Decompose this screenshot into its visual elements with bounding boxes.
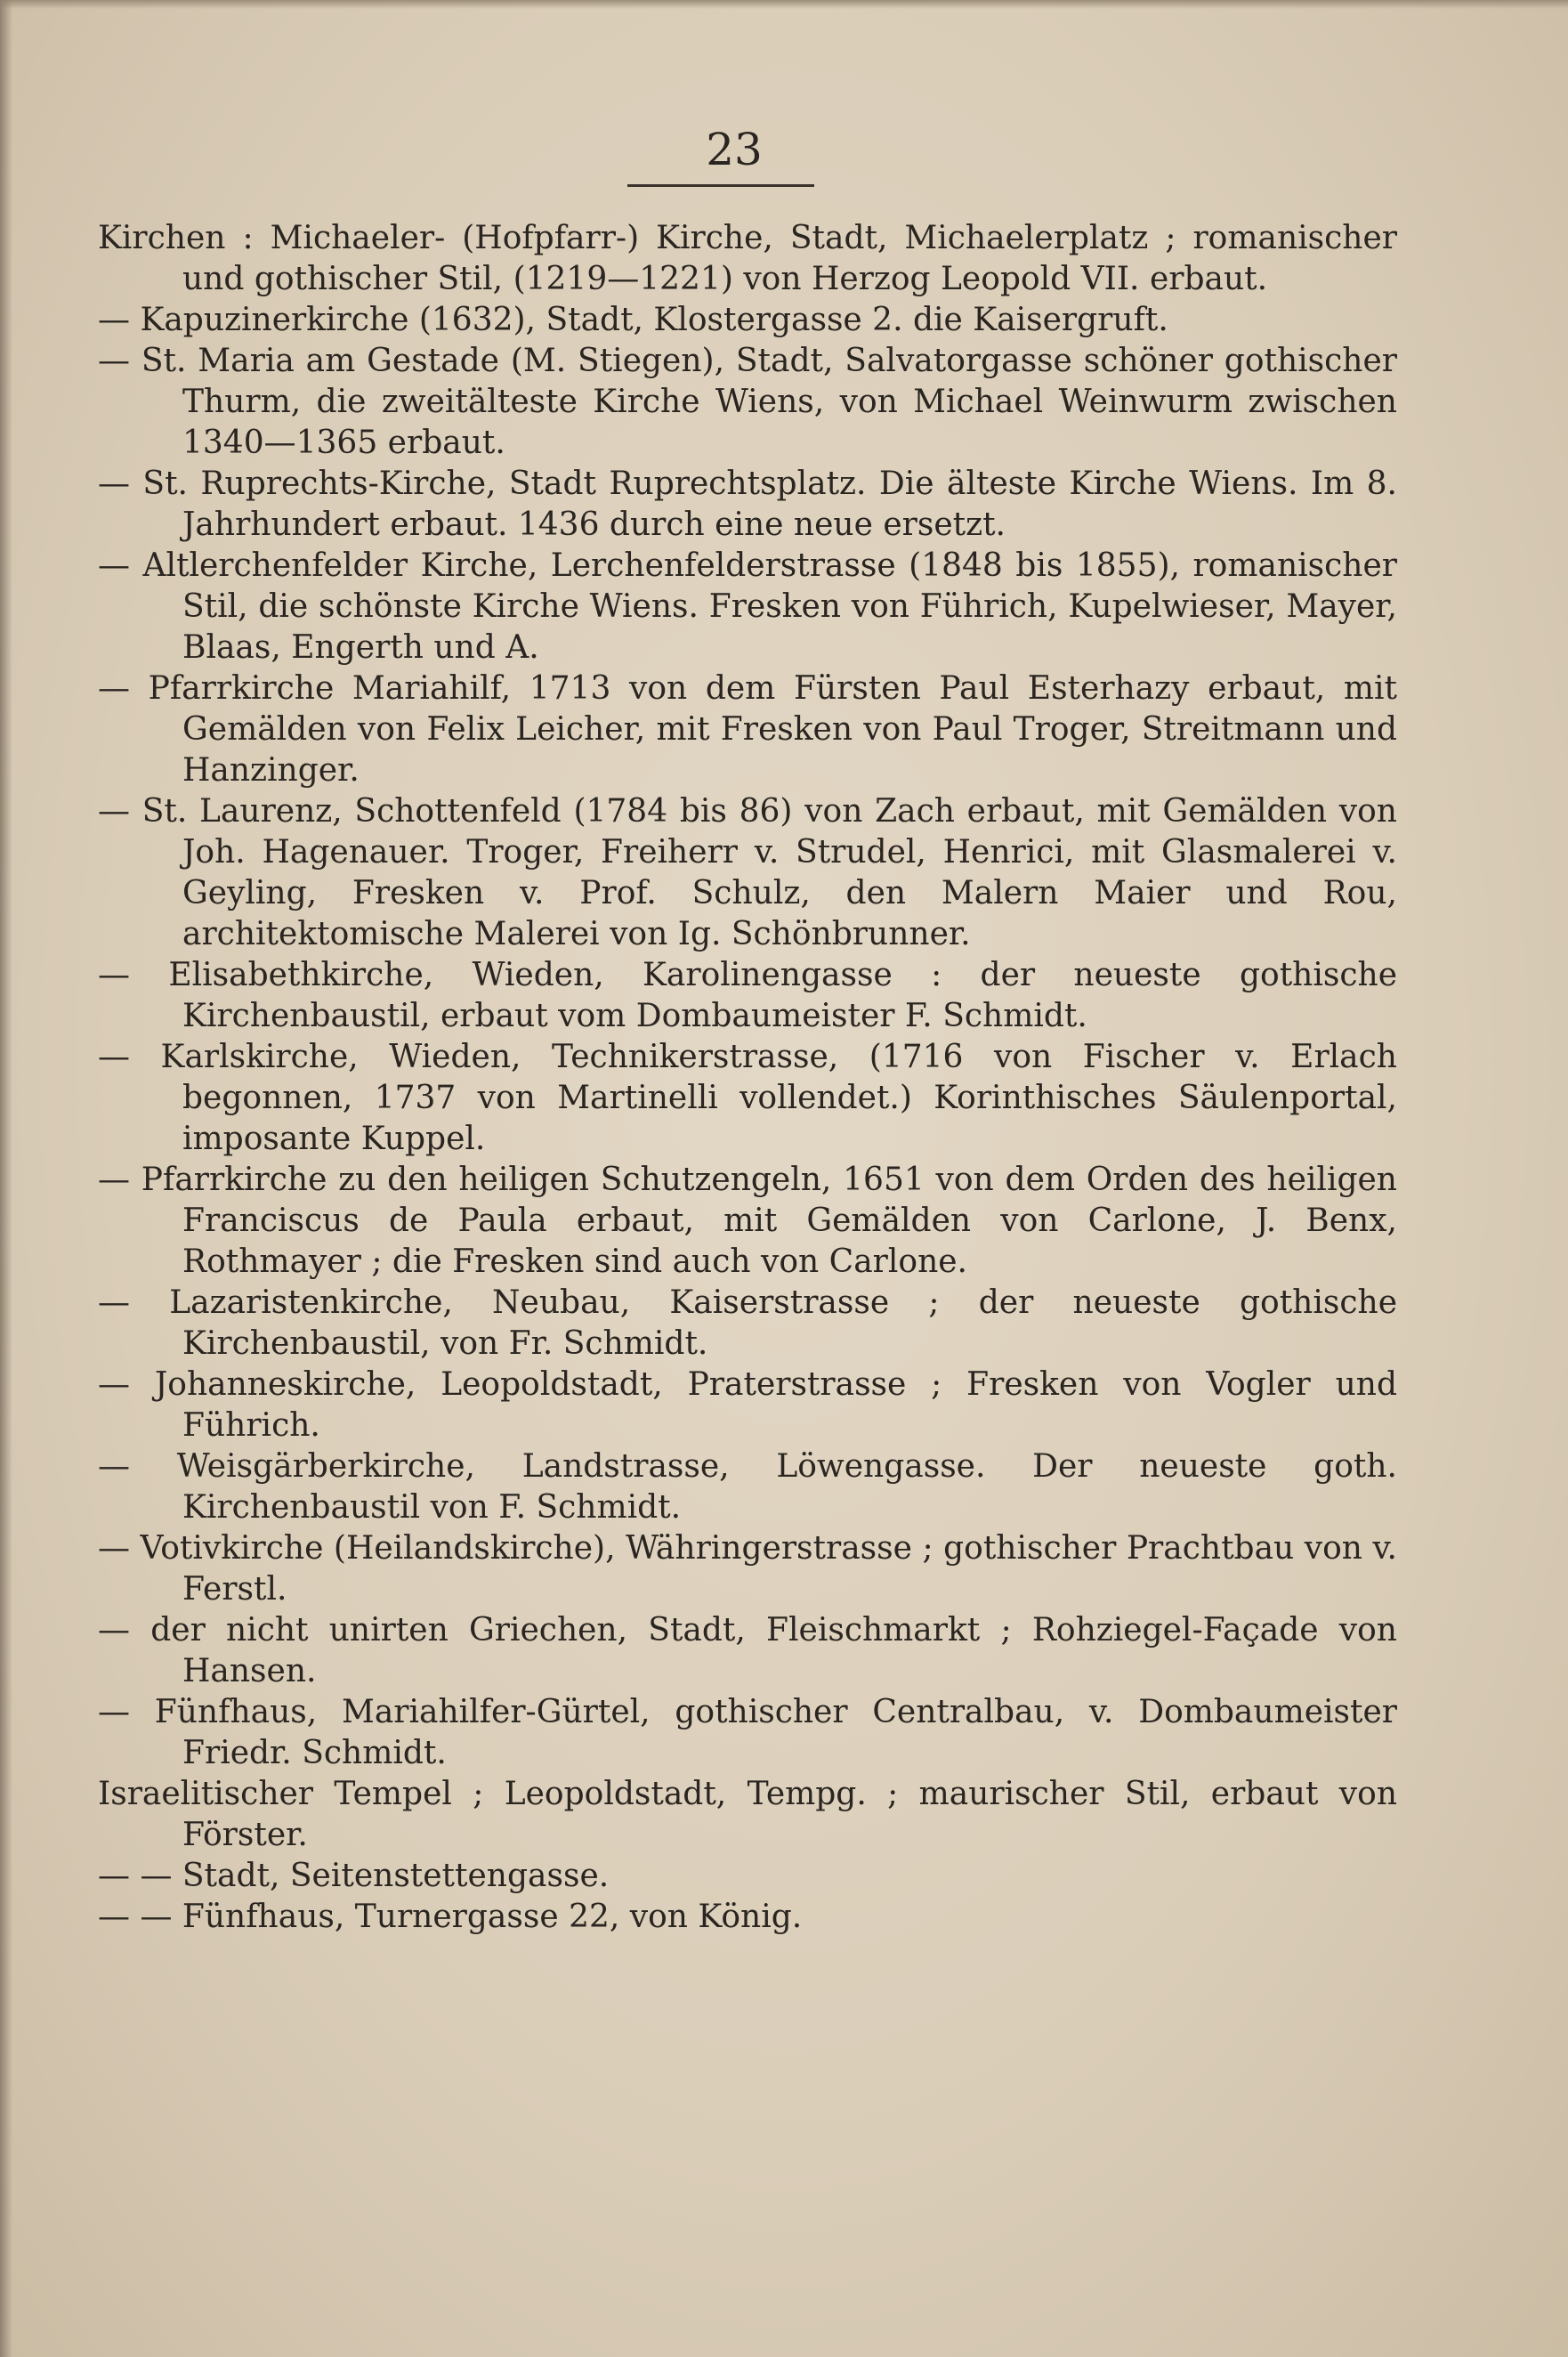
page-top-edge (0, 0, 1568, 9)
entry-karlskirche: — Karlskirche, Wieden, Technikerstrasse, (1716 von Fischer v. Erlach begonnen, 1737 von Martinelli vollendet.) Korinthisches Säulenportal, imposante Kuppel. (98, 1039, 1397, 1157)
entry-st-laurenz: — St. Laurenz, Schottenfeld (1784 bis 86) von Zach erbaut, mit Gemälden von Joh. Hagenauer. Troger, Freiherr v. Strudel, Henrici, mit Glasmalerei v. Geyling, Fresken v. Prof. Schulz, den Malern Maier und Rou, architektomische Malerei von Ig. Schönbrunner. (98, 793, 1397, 952)
entry-israelitischer-tempel: Israelitischer Tempel ; Leopoldstadt, Tempg. ; maurischer Stil, erbaut von Förster. (98, 1776, 1397, 1853)
entry-fuenfhaus-kirche: — Fünfhaus, Mariahilfer-Gürtel, gothischer Centralbau, v. Dombaumeister Friedr. Schmidt. (98, 1694, 1397, 1771)
entry-schutzengel-kirche: — Pfarrkirche zu den heiligen Schutzengeln, 1651 von dem Orden des heiligen Franciscus de Paula erbaut, mit Gemälden von Carlone, J. Benx, Rothmayer ; die Fresken sind auch von Carlone. (98, 1162, 1397, 1280)
entry-votivkirche: — Votivkirche (Heilandskirche), Währingerstrasse ; gothischer Prachtbau von v. Ferstl. (98, 1530, 1397, 1608)
entry-pfarrkirche-mariahilf: — Pfarrkirche Mariahilf, 1713 von dem Fürsten Paul Esterhazy erbaut, mit Gemälden von Felix Leicher, mit Fresken von Paul Troger, Streitmann und Hanzinger. (98, 670, 1397, 789)
entry-johanneskirche: — Johanneskirche, Leopoldstadt, Praterstrasse ; Fresken von Vogler und Führich. (98, 1366, 1397, 1444)
entry-michaelerkirche: Kirchen : Michaeler- (Hofpfarr-) Kirche, Stadt, Michaelerplatz ; romanischer und gothischer Stil, (1219—1221) von Herzog Leopold VII. erbaut. (98, 220, 1397, 297)
entry-griechische-kirche: — der nicht unirten Griechen, Stadt, Fleischmarkt ; Rohziegel-Façade von Hansen. (98, 1612, 1397, 1689)
entry-tempel-turnergasse: — — Fünfhaus, Turnergasse 22, von König. (98, 1899, 803, 1935)
church-list (98, 218, 1397, 1938)
entry-weisgaerberkirche: — Weisgärberkirche, Landstrasse, Löwengasse. Der neueste goth. Kirchenbaustil von F. Schmidt. (98, 1448, 1397, 1526)
entry-altlerchenfelder-kirche: — Altlerchenfelder Kirche, Lerchenfelderstrasse (1848 bis 1855), romanischer Stil, die schönste Kirche Wiens. Fresken von Führich, Kupelwieser, Mayer, Blaas, Engerth und A. (98, 547, 1397, 666)
entry-maria-am-gestade: — St. Maria am Gestade (M. Stiegen), Stadt, Salvatorgasse schöner gothischer Thurm, die zweitälteste Kirche Wiens, von Michael Weinwurm zwischen 1340—1365 erbaut. (98, 343, 1397, 461)
entry-lazaristenkirche: — Lazaristenkirche, Neubau, Kaiserstrasse ; der neueste gothische Kirchenbaustil, von Fr. Schmidt. (98, 1284, 1397, 1362)
page-left-edge (0, 0, 12, 2357)
entry-kapuzinerkirche: — Kapuzinerkirche (1632), Stadt, Klostergasse 2. die Kaisergruft. (98, 302, 1168, 338)
entry-tempel-seitenstettengasse: — — Stadt, Seitenstettengasse. (98, 1858, 610, 1894)
entry-elisabethkirche: — Elisabethkirche, Wieden, Karolinengasse : der neueste gothische Kirchenbaustil, erbaut vom Dombaumeister F. Schmidt. (98, 957, 1397, 1034)
page-number: 23 (706, 124, 763, 175)
entry-ruprechtskirche: — St. Ruprechts-Kirche, Stadt Ruprechtsplatz. Die älteste Kirche Wiens. Im 8. Jahrhundert erbaut. 1436 durch eine neue ersetzt. (98, 466, 1397, 543)
page-number-rule (627, 184, 814, 187)
